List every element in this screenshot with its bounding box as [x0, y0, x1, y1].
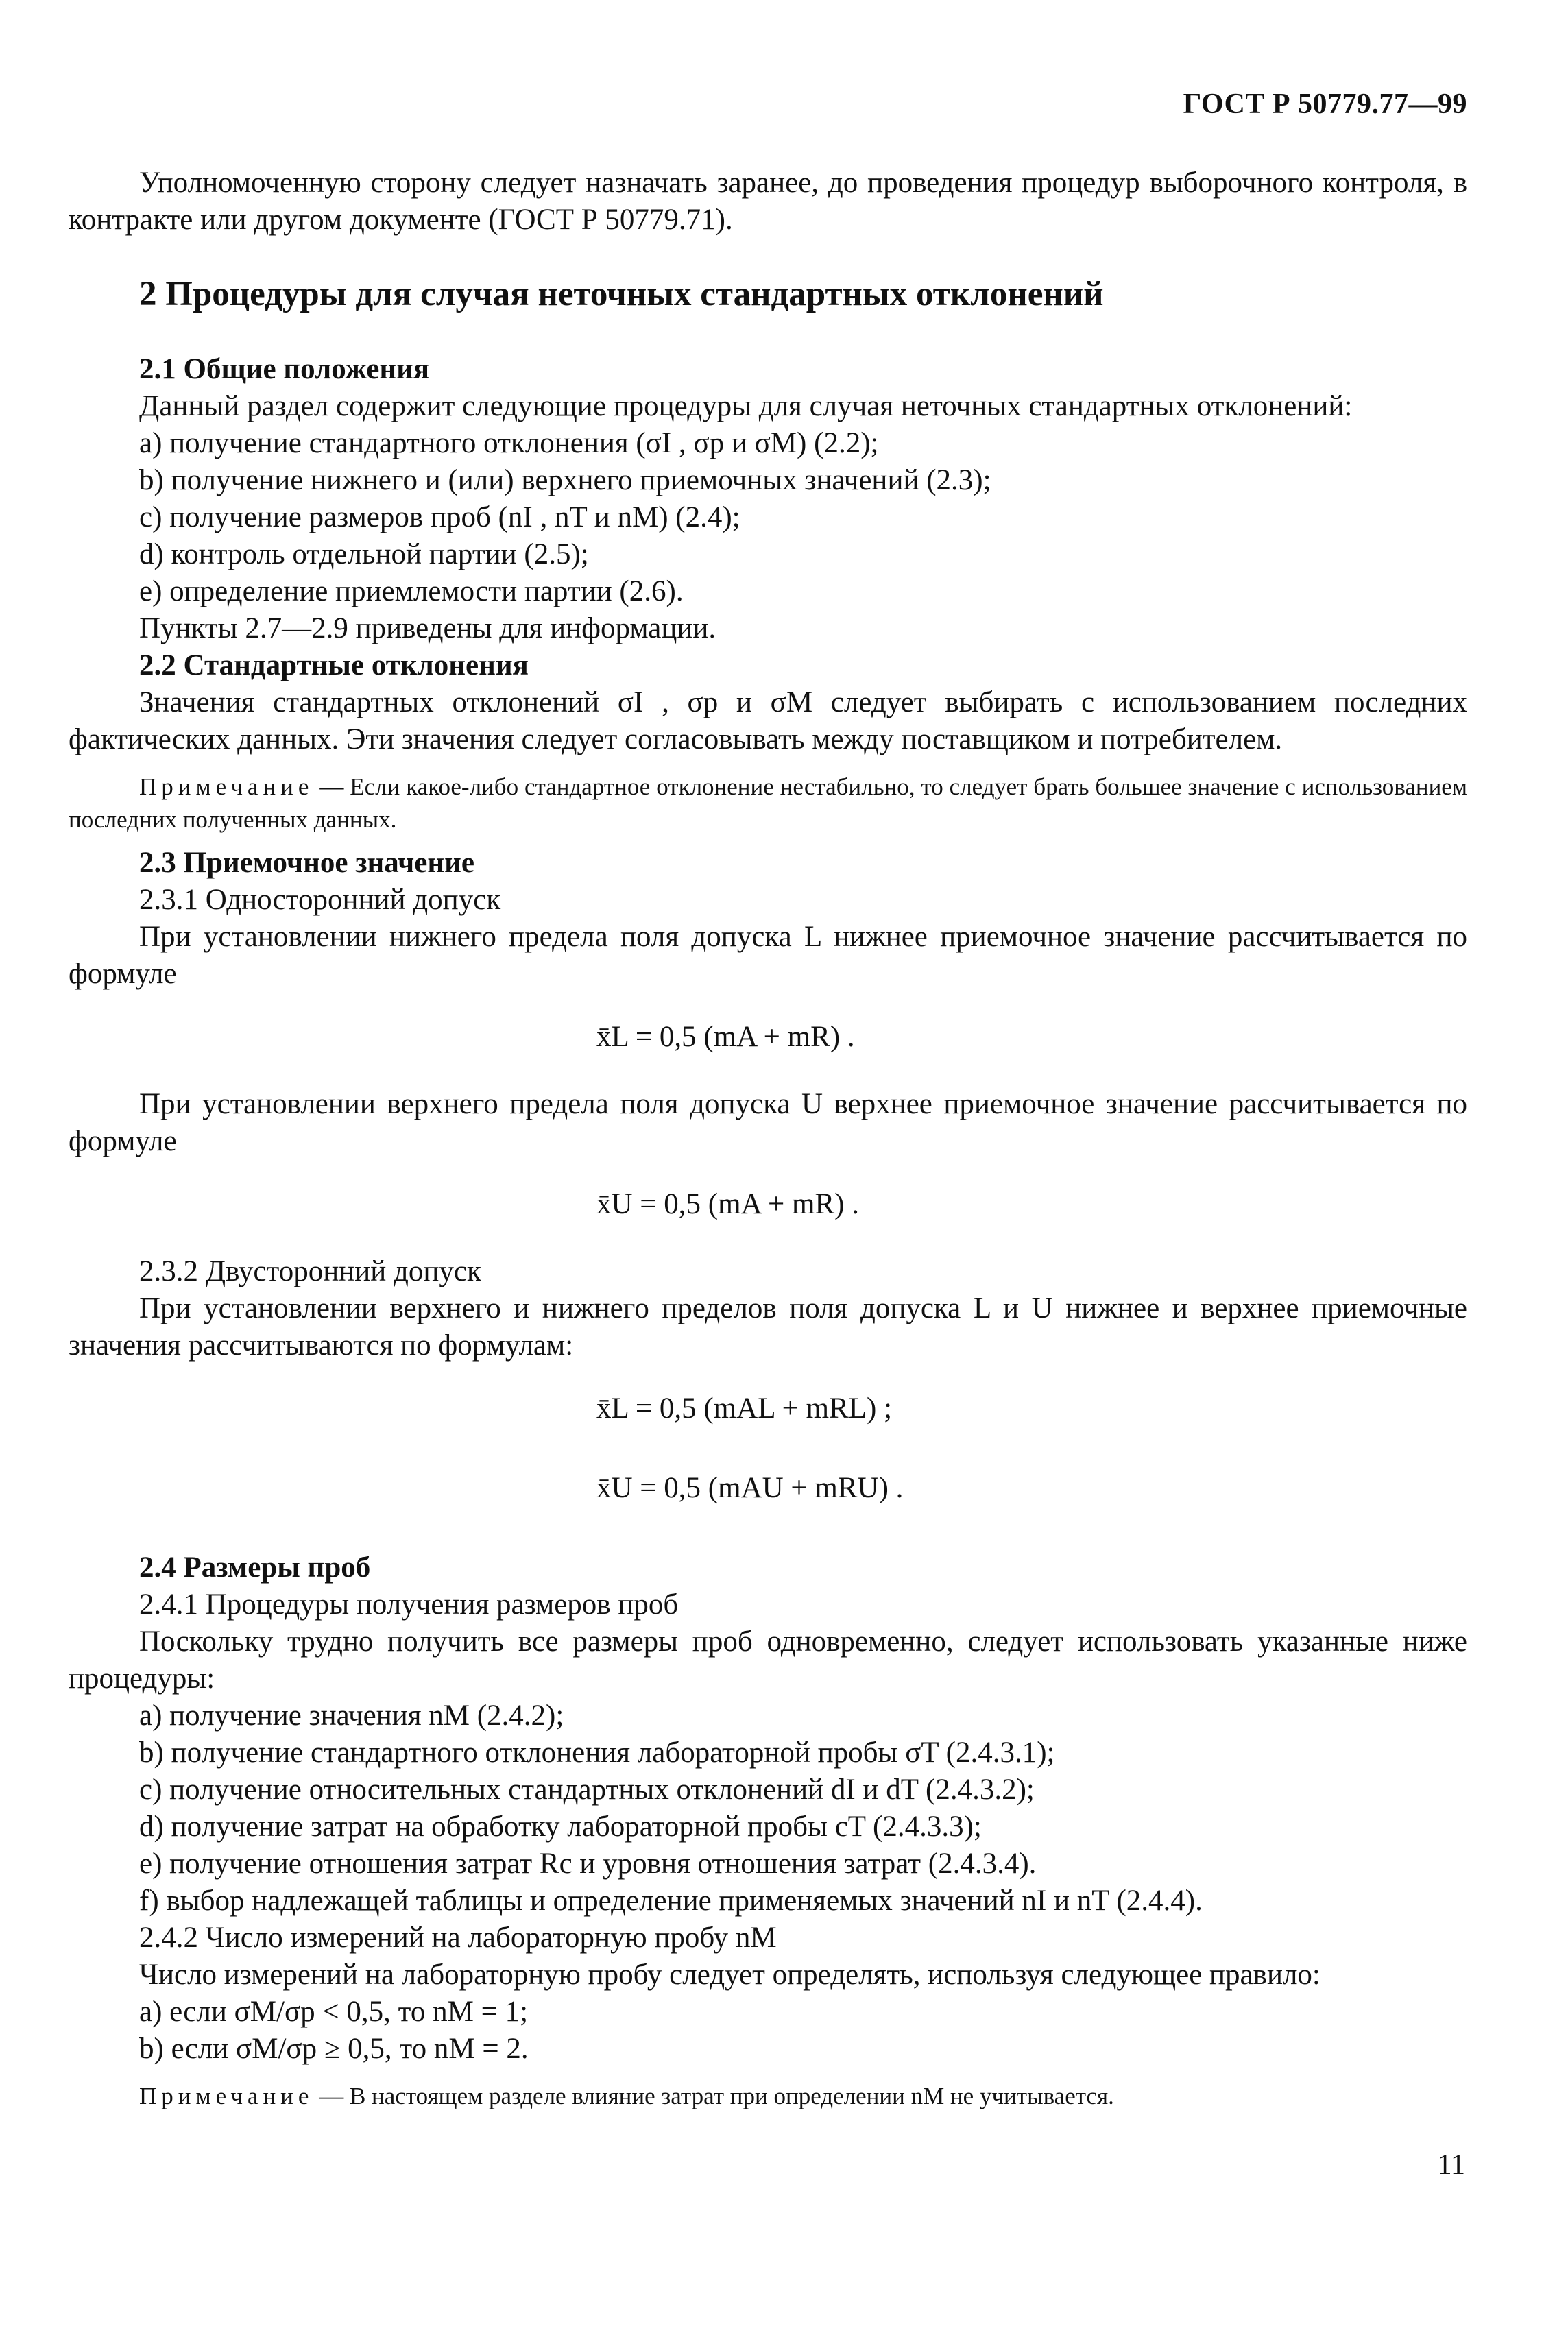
note-label: Примечание [139, 773, 314, 800]
heading-2-2: 2.2 Стандартные отклонения [139, 649, 529, 681]
heading-2-4-2: 2.4.2 Число измерений на лабораторную пробу nM [139, 1922, 777, 1954]
s23-p3: При установлении верхнего и нижнего пределов поля допуска L и U нижнее и верхнее приемочные значения рассчитываются по формулам: [69, 1292, 1467, 1362]
heading-2-1: 2.1 Общие положения [139, 353, 430, 385]
s21-item-b: b) получение нижнего и (или) верхнего приемочных значений (2.3); [139, 464, 991, 496]
intro-paragraph: Уполномоченную сторону следует назначать заранее, до проведения процедур выборочного контроля, в контракте или другом документе (ГОСТ Р 50779.71). [69, 167, 1467, 236]
s21-item-d: d) контроль отдельной партии (2.5); [139, 538, 589, 570]
s24-item-e: e) получение отношения затрат Rc и уровня отношения затрат (2.4.3.4). [139, 1848, 1037, 1880]
section-2-title: 2 Процедуры для случая неточных стандартных отклонений [139, 275, 1104, 313]
s24-item-f: f) выбор надлежащей таблицы и определение применяемых значений nI и nT (2.4.4). [139, 1885, 1203, 1917]
s23-p2: При установлении верхнего предела поля допуска U верхнее приемочное значение рассчитывается по формуле [69, 1088, 1467, 1157]
s24-item-b: b) получение стандартного отклонения лабораторной пробы σT (2.4.3.1); [139, 1737, 1055, 1769]
s24-item-d: d) получение затрат на обработку лабораторной пробы cT (2.4.3.3); [139, 1811, 982, 1843]
s24-p2: Число измерений на лабораторную пробу следует определять, используя следующее правило: [139, 1959, 1320, 1991]
s21-item-c: c) получение размеров проб (nI , nT и nM) (2.4); [139, 501, 740, 533]
s24-rule-b: b) если σM/σp ≥ 0,5, то nM = 2. [139, 2033, 529, 2065]
note-label: Примечание [139, 2083, 314, 2109]
s23-p1: При установлении нижнего предела поля допуска L нижнее приемочное значение рассчитывается по формуле [69, 921, 1467, 990]
s21-lead: Данный раздел содержит следующие процедуры для случая неточных стандартных отклонений: [139, 390, 1353, 422]
heading-2-3: 2.3 Приемочное значение [139, 847, 474, 879]
page-number: 11 [1437, 2149, 1465, 2181]
s24-rule-a: a) если σM/σp < 0,5, то nM = 1; [139, 1996, 529, 2028]
document-id: ГОСТ Р 50779.77—99 [1183, 88, 1467, 120]
s24-p1: Поскольку трудно получить все размеры проб одновременно, следует использовать указанные ниже процедуры: [69, 1625, 1467, 1695]
s21-tail: Пункты 2.7—2.9 приведены для информации. [139, 612, 716, 644]
heading-2-4-1: 2.4.1 Процедуры получения размеров проб [139, 1588, 679, 1621]
s24-item-a: a) получение значения nM (2.4.2); [139, 1699, 564, 1732]
heading-2-4: 2.4 Размеры проб [139, 1551, 371, 1584]
s24-item-c: c) получение относительных стандартных отклонений dI и dT (2.4.3.2); [139, 1774, 1035, 1806]
formula-xu-two-sided: x̄U = 0,5 (mAU + mRU) . [596, 1472, 904, 1504]
formula-xl-two-sided: x̄L = 0,5 (mAL + mRL) ; [596, 1392, 893, 1425]
s21-item-a: a) получение стандартного отклонения (σI , σp и σM) (2.2); [139, 427, 879, 459]
s22-note: Примечание — Если какое-либо стандартное отклонение нестабильно, то следует брать большее значение с использованием последних полученных данных. [69, 773, 1467, 833]
heading-2-3-1: 2.3.1 Односторонний допуск [139, 884, 501, 916]
page-content [69, 165, 1467, 2121]
s24-note: Примечание — В настоящем разделе влияние затрат при определении nM не учитывается. [139, 2083, 1114, 2109]
formula-xl-one-sided: x̄L = 0,5 (mA + mR) . [596, 1021, 855, 1053]
s21-item-e: e) определение приемлемости партии (2.6). [139, 575, 684, 607]
formula-xu-one-sided: x̄U = 0,5 (mA + mR) . [596, 1188, 859, 1220]
heading-2-3-2: 2.3.2 Двусторонний допуск [139, 1255, 481, 1287]
s22-text: Значения стандартных отклонений σI , σp и σM следует выбирать с использованием последних фактических данных. Эти значения следует согласовывать между поставщиком и потребителем. [69, 686, 1467, 755]
